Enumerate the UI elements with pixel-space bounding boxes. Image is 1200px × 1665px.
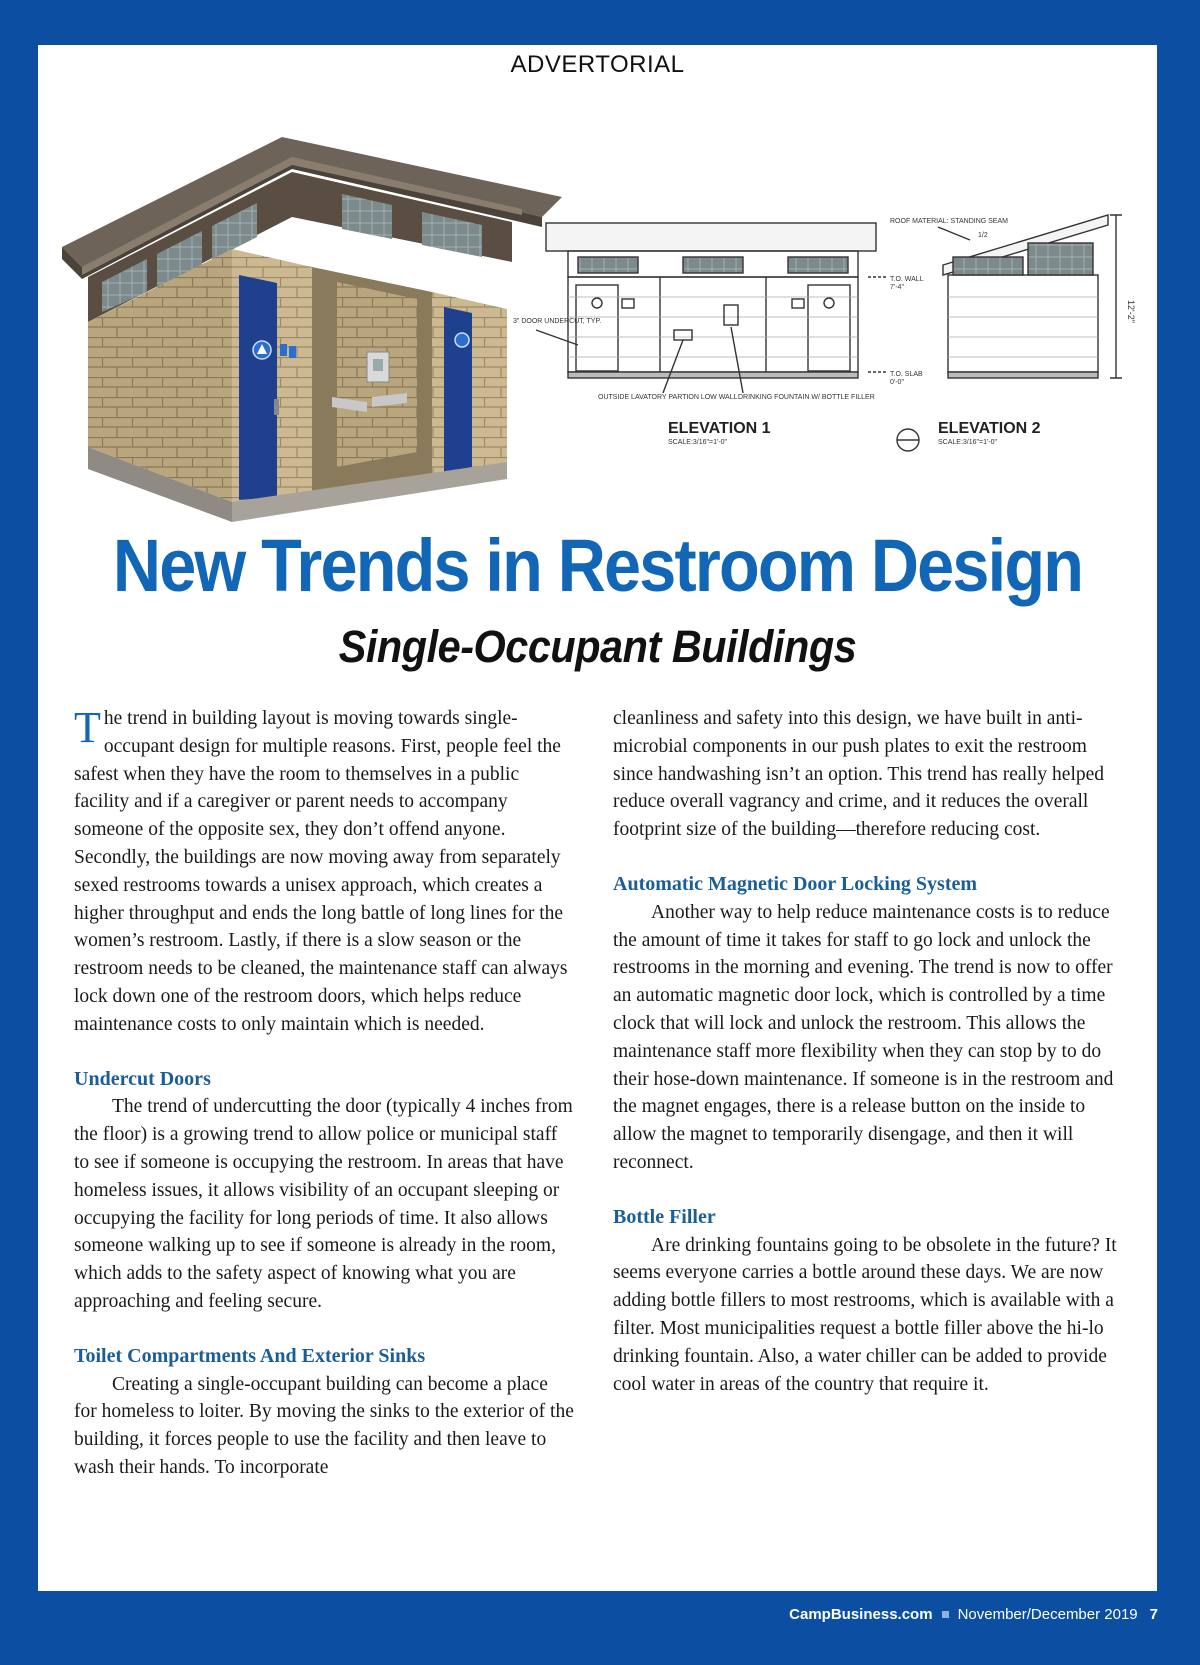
undercut-doors-paragraph: The trend of undercutting the door (typically 4 inches from the floor) is a growing trend to allow police or municipal staff to see if someone is occupying the restroom. In areas that have homeless issues, it allows visibility of an occupant sleeping or occupying the facility for long periods of time. It also allows someone walking up to see if someone is already in the room, which adds to the safety aspect of knowing what you are approaching and feeling secure. [74, 1096, 573, 1312]
footer-issue: November/December 2019 [957, 1606, 1138, 1623]
drop-cap: T [74, 703, 101, 752]
magazine-page [38, 45, 1157, 1591]
toilet-compartments-paragraph: Creating a single-occupant building can become a place for homeless to loiter. By moving the sinks to the exterior of the building, it forces people to use the facility and then leave to wash their hands. To incorporate [74, 1373, 574, 1478]
elevation-1-label: ELEVATION 1 [668, 420, 771, 437]
roof-pitch: 1/2 [978, 232, 988, 239]
elevation-2-label: ELEVATION 2 [938, 420, 1041, 437]
magnetic-lock-paragraph: Another way to help reduce maintenance costs is to reduce the amount of time it takes for staff to go lock and unlock the restrooms in the morning and evening. The trend is now to offer an automatic magnetic door lock, which is controlled by a time clock that will lock and unlock the restroom. This allows the maintenance staff more flexibility when they can stop by to do their hose-down maintenance. If someone is in the restroom and the magnet engages, there is a release button on the inside to allow the magnet to temporarily disengage, and then it will reconnect. [613, 901, 1114, 1173]
bottle-filler-paragraph: Are drinking fountains going to be obsolete in the future? It seems everyone carries a bottle around these days. We are now adding bottle fillers to most restrooms, which is available with a filter. Most municipalities request a bottle filler above the hi-lo drinking fountain. Also, a water chiller can be added to provide cool water in areas of the country that require it. [613, 1234, 1117, 1395]
section-heading-magnetic-lock: Automatic Magnetic Door Locking System [613, 872, 978, 895]
slab-dimension: 0'-0" [890, 379, 904, 386]
elevation-2-scale: SCALE:3/16"=1'-0" [938, 439, 998, 446]
toilet-compartments-continued: cleanliness and safety into this design, we have built in anti-microbial components in our push plates to exit the restroom since handwashing isn’t an option. This trend has really helped reduce overall vagrancy and crime, and it reduces the overall footprint size of the building—therefore reducing cost. [613, 708, 1105, 841]
fountain-callout: DRINKING FOUNTAIN W/ BOTTLE FILLER [738, 394, 875, 401]
height-dimension: 12'-2" [1126, 300, 1136, 323]
section-heading-toilet-compartments: Toilet Compartments And Exterior Sinks [74, 1344, 426, 1367]
elevation-drawings [513, 215, 1148, 525]
wall-callout: T.O. WALL [890, 276, 924, 283]
article-title: New Trends in Restroom Design [112, 524, 1083, 607]
intro-text: he trend in building layout is moving towards single-occupant design for multiple reasons. First, people feel the safest when they have the room to themselves in a public facility and if a caregiver or parent needs to accompany someone of the opposite sex, they don’t offend anyone. Secondly, the buildings are now moving away from separately sexed restrooms towards a unisex approach, which creates a higher throughput and ends the long battle of long lines for the women’s restroom. Lastly, if there is a slow season or the restroom needs to be cleaned, the maintenance staff can always lock down one of the restroom doors, which helps reduce maintenance costs to only maintain which is needed. [74, 708, 568, 1035]
page-footer [789, 1606, 1158, 1623]
right-column [613, 705, 1123, 1398]
left-column [74, 705, 574, 1482]
slab-callout: T.O. SLAB [890, 371, 923, 378]
section-heading-bottle-filler: Bottle Filler [613, 1205, 716, 1228]
elevation-1-scale: SCALE:3/16"=1'-0" [668, 439, 728, 446]
footer-separator [942, 1611, 949, 1618]
footer-site: CampBusiness.com [789, 1606, 933, 1623]
article-subtitle: Single-Occupant Buildings [338, 621, 857, 672]
wall-dimension: 7'-4" [890, 284, 904, 291]
page-number: 7 [1149, 1606, 1158, 1623]
lavatory-callout: OUTSIDE LAVATORY PARTION LOW WALL [598, 394, 738, 401]
restroom-building-rendering [42, 97, 542, 537]
roof-callout: ROOF MATERIAL: STANDING SEAM [890, 218, 1008, 225]
intro-paragraph [74, 705, 574, 1039]
section-heading-undercut-doors: Undercut Doors [74, 1067, 211, 1090]
advertorial-kicker: ADVERTORIAL [510, 51, 685, 78]
door-undercut-callout: 3" DOOR UNDERCUT, TYP. [513, 318, 602, 325]
